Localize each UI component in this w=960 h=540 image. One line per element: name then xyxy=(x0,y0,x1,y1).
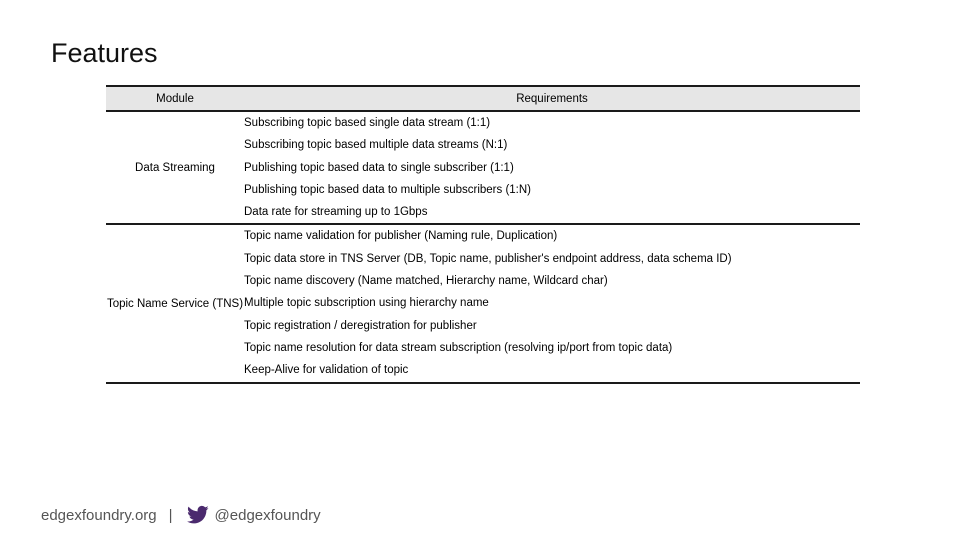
requirement-item: Topic data store in TNS Server (DB, Topic name, publisher's endpoint address, data schema ID) xyxy=(244,252,732,265)
requirement-item: Keep-Alive for validation of topic xyxy=(244,364,409,377)
twitter-handle[interactable]: @edgexfoundry xyxy=(214,506,321,524)
requirement-item: Publishing topic based data to single subscriber (1:1) xyxy=(244,161,514,174)
requirement-item: Subscribing topic based single data stream (1:1) xyxy=(244,117,491,129)
header-requirements: Requirements xyxy=(516,93,588,105)
requirement-item: Publishing topic based data to multiple subscribers (1:N) xyxy=(244,183,532,196)
requirements-list xyxy=(244,225,860,381)
footer-separator: | xyxy=(168,506,173,524)
module-cell: Topic Name Service (TNS) xyxy=(106,297,244,310)
requirement-item: Topic registration / deregistration for publisher xyxy=(244,319,477,332)
group-data-streaming xyxy=(106,112,860,225)
table-header xyxy=(106,85,860,112)
module-cell: Data Streaming xyxy=(135,161,215,174)
requirement-item: Topic name resolution for data stream subscription (resolving ip/port from topic data) xyxy=(244,341,673,354)
site-link[interactable]: edgexfoundry.org xyxy=(41,506,157,524)
requirement-item: Multiple topic subscription using hierarchy name xyxy=(244,297,489,310)
features-table xyxy=(106,85,860,384)
requirement-item: Data rate for streaming up to 1Gbps xyxy=(244,206,428,219)
twitter-bird-icon[interactable] xyxy=(187,505,209,525)
requirements-list xyxy=(244,112,860,223)
requirement-item: Topic name discovery (Name matched, Hierarchy name, Wildcard char) xyxy=(244,275,608,288)
slide-title: Features xyxy=(51,38,158,68)
requirement-item: Subscribing topic based multiple data streams (N:1) xyxy=(244,139,508,152)
requirement-item: Topic name validation for publisher (Naming rule, Duplication) xyxy=(244,230,558,243)
footer xyxy=(41,503,321,527)
header-module: Module xyxy=(156,93,194,105)
group-topic-name-service xyxy=(106,225,860,383)
